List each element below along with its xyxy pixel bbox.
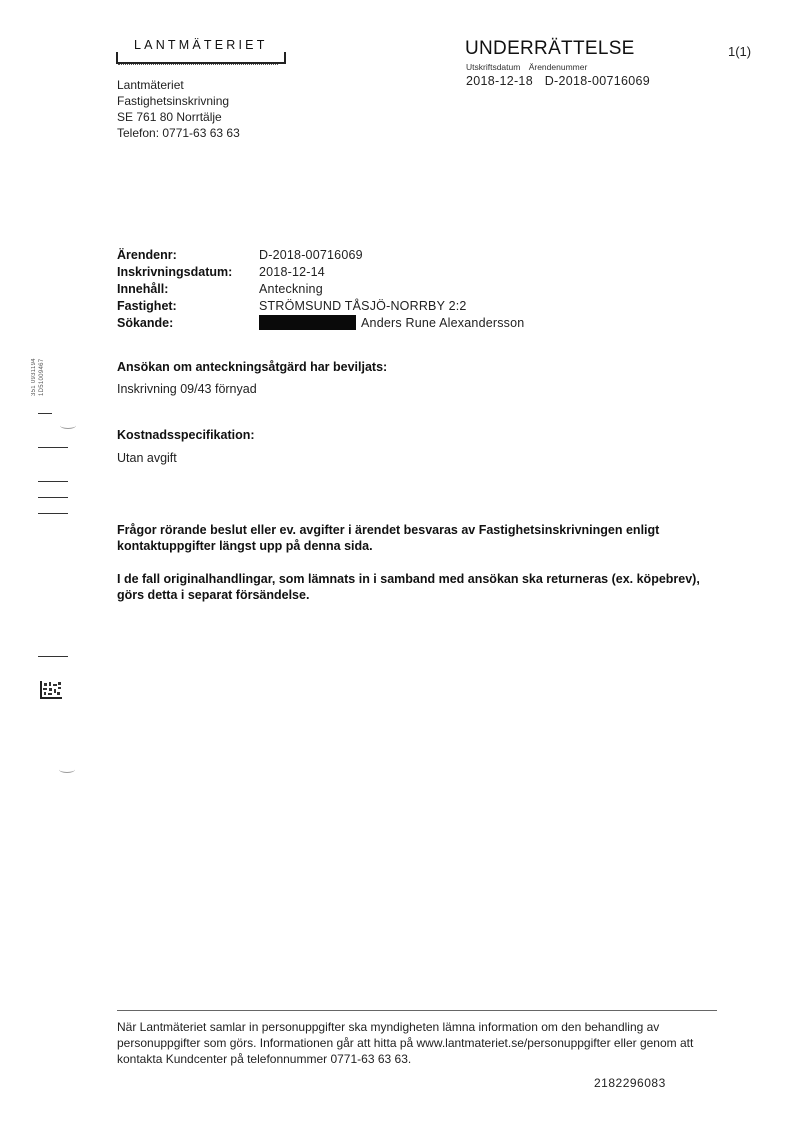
document-number: 2182296083 <box>594 1076 666 1090</box>
page-number: 1(1) <box>728 44 752 59</box>
decision-text: Inskrivning 09/43 förnyad <box>117 382 257 396</box>
privacy-notice: När Lantmäteriet samlar in personuppgifter ska myndigheten lämna information om den behandling av personuppgifter som görs. Informationen går att hitta på www.lantmateriet.se/personuppgifter eller genom att kontakta Kundcenter på telefonnummer 0771-63 63 63. <box>117 1020 694 1066</box>
case-number: D-2018-00716069 <box>544 74 651 88</box>
redaction-box <box>259 315 356 330</box>
applicant-label: Sökande: <box>117 316 174 330</box>
costs-text: Utan avgift <box>117 451 177 465</box>
costs-heading: Kostnadsspecifikation: <box>117 428 255 442</box>
applicant-value: Anders Rune Alexandersson <box>361 316 525 330</box>
margin-code: 351 0931194 1D51009467 <box>31 358 45 396</box>
content-value: Anteckning <box>259 282 323 296</box>
sender-postal: SE 761 80 Norrtälje <box>117 110 222 124</box>
sender-address <box>117 77 240 141</box>
regdate-value: 2018-12-14 <box>259 265 325 279</box>
questions-paragraph: Frågor rörande beslut eller ev. avgifter i ärendet besvaras av Fastighetsinskrivningen enligt kontaktuppgifter längst upp på denna sida. <box>117 523 660 553</box>
content-label: Innehåll: <box>117 282 169 296</box>
print-date-label: Utskriftsdatum <box>466 62 521 72</box>
print-date: 2018-12-18 <box>466 74 533 88</box>
logo: LANTMÄTERIET <box>134 38 268 52</box>
case-label: Ärendenr: <box>117 248 177 262</box>
logo-tick-left <box>116 52 118 64</box>
footer-rule <box>117 1010 717 1011</box>
decision-heading: Ansökan om anteckningsåtgärd har beviljats: <box>117 360 388 374</box>
margin-mark <box>38 447 68 448</box>
margin-mark <box>38 656 68 657</box>
document-title: UNDERRÄTTELSE <box>465 38 635 59</box>
originals-paragraph: I de fall originalhandlingar, som lämnats in i samband med ansökan ska returneras (ex. köpebrev), görs detta i separat försändelse. <box>117 572 700 602</box>
margin-mark <box>38 413 52 414</box>
margin-mark <box>38 497 68 498</box>
sender-name: Lantmäteriet <box>117 78 184 92</box>
margin-scan-arc <box>60 422 76 429</box>
margin-scan-arc <box>59 766 75 773</box>
logo-dotted-rule <box>118 64 278 65</box>
case-number-label: Ärendenummer <box>528 62 588 72</box>
regdate-label: Inskrivningsdatum: <box>117 265 233 279</box>
sender-phone: Telefon: 0771-63 63 63 <box>117 126 240 140</box>
case-value: D-2018-00716069 <box>259 248 363 262</box>
property-label: Fastighet: <box>117 299 177 313</box>
datamatrix-code <box>40 681 62 699</box>
meta-labels <box>466 62 593 72</box>
logo-tick-right <box>284 52 286 64</box>
margin-mark <box>38 481 68 482</box>
meta-values <box>466 74 658 88</box>
property-value: STRÖMSUND TÅSJÖ-NORRBY 2:2 <box>259 299 467 313</box>
sender-department: Fastighetsinskrivning <box>117 94 230 108</box>
margin-mark <box>38 513 68 514</box>
